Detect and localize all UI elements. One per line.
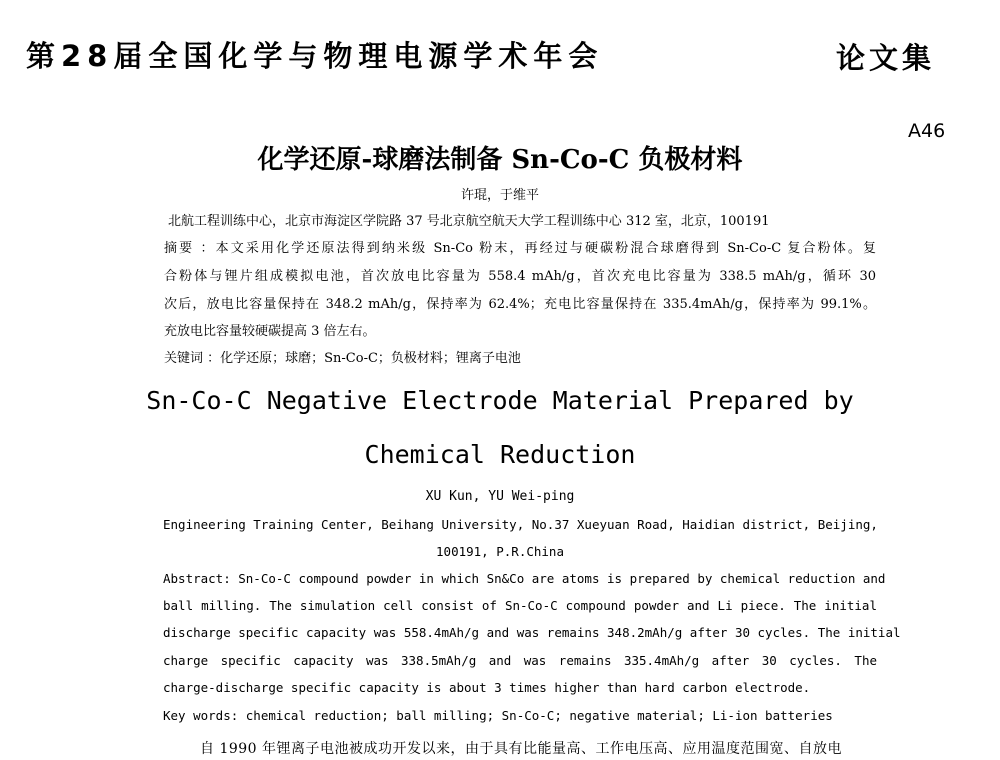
- english-affiliation-line-2: 100191, P.R.China: [436, 544, 564, 559]
- chinese-keywords: 关键词 ：化学还原；球磨；Sn-Co-C；负极材料；锂离子电池: [164, 351, 521, 366]
- english-title-line-2: Chemical Reduction: [364, 440, 636, 469]
- collection-label: 论文集: [836, 41, 936, 75]
- chinese-authors: 许琨，于维平: [460, 188, 539, 203]
- chinese-title: 化学还原-球磨法制备 Sn-Co-C 负极材料: [257, 145, 743, 175]
- english-affiliation-line-1: Engineering Training Center, Beihang University, No.37 Xueyuan Road, Haidian district, Beijing,: [163, 517, 878, 532]
- english-abstract-line-2: ball milling. The simulation cell consist of Sn-Co-C compound powder and Li piece. The initial: [163, 598, 877, 613]
- english-authors: XU Kun, YU Wei-ping: [425, 489, 575, 504]
- english-abstract-line-4: charge specific capacity was 338.5mAh/g and was remains 335.4mAh/g after 30 cycles. The: [163, 653, 877, 668]
- english-abstract-line-3: discharge specific capacity was 558.4mAh/g and was remains 348.2mAh/g after 30 cycles. The initial: [163, 625, 901, 640]
- chinese-abstract-line-1: 摘要 ：本文采用化学还原法得到纳米级 Sn-Co 粉末，再经过与硬碳粉混合球磨得到 Sn-Co-C 复合粉体。复: [164, 241, 876, 256]
- chinese-abstract-line-4: 充放电比容量较硬碳提高 3 倍左右。: [164, 324, 376, 339]
- chinese-affiliation: 北航工程训练中心，北京市海淀区学院路 37 号北京航空航天大学工程训练中心 312 室，北京，100191: [168, 214, 770, 229]
- paper-code: A46: [908, 120, 946, 142]
- chinese-abstract-line-2: 合粉体与锂片组成模拟电池，首次放电比容量为 558.4 mAh/g，首次充电比容量为 338.5 mAh/g，循环 30: [164, 269, 876, 284]
- english-title-line-1: Sn-Co-C Negative Electrode Material Prepared by: [146, 386, 854, 415]
- english-abstract-line-5: charge-discharge specific capacity is about 3 times higher than hard carbon electrode.: [163, 680, 811, 695]
- english-abstract-line-1: Abstract: Sn-Co-C compound powder in which Sn&Co are atoms is prepared by chemical reduction and: [163, 571, 886, 586]
- chinese-abstract-line-3: 次后，放电比容量保持在 348.2 mAh/g，保持率为 62.4%；充电比容量保持在 335.4mAh/g，保持率为 99.1%。: [164, 297, 876, 312]
- conference-title: 第28届全国化学与物理电源学术年会: [26, 39, 604, 73]
- english-keywords: Key words: chemical reduction; ball milling; Sn-Co-C; negative material; Li-ion batteries: [163, 708, 833, 723]
- body-first-line: 自 1990 年锂离子电池被成功开发以来，由于具有比能量高、工作电压高、应用温度范围宽、自放电: [200, 741, 843, 757]
